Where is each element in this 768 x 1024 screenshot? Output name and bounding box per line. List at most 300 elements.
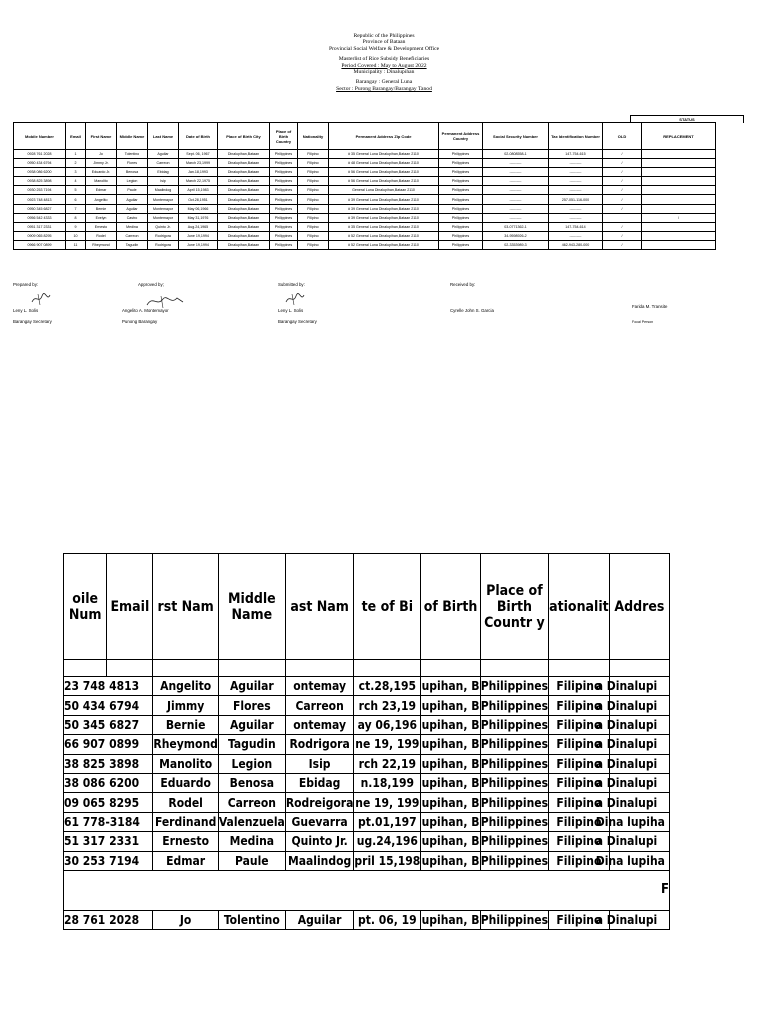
zoom-table-row: [64, 754, 670, 773]
table-cell: Filipino: [298, 177, 329, 186]
table-row: [14, 222, 716, 231]
approved-name: Angelito A. Montemayor: [122, 308, 169, 313]
table-cell: Philippines: [270, 159, 298, 168]
zoom-table-row: [64, 832, 670, 851]
table-cell: Tolentino: [117, 150, 148, 159]
table-cell: Edmar: [86, 186, 117, 195]
zoom-table-row: [64, 793, 670, 812]
zoom-table-cell: Filipino: [549, 735, 610, 754]
header-masterlist-title: Masterlist of Rice Subsidy Beneficiaries: [338, 56, 430, 63]
table-cell: Filipino: [298, 168, 329, 177]
received-name: Cyrelle John S. Garcia: [450, 308, 494, 313]
zoom-table-cell: upihan, B: [421, 677, 480, 696]
header-municipality: Municipality : Dinalupihan: [353, 69, 415, 76]
table-cell: 0938 086 6200: [14, 168, 66, 177]
header-province: Province of Bataan: [362, 39, 406, 46]
table-row: [14, 168, 716, 177]
zoom-table-cell: Rodel: [153, 793, 218, 812]
table-row: [14, 150, 716, 159]
zoom-column-header: ast Nam: [285, 554, 354, 660]
zoom-table-cell: a Dinalupi: [609, 773, 669, 792]
table-cell: [642, 150, 716, 159]
header-office: Provincial Social Welfare & Development Office: [328, 45, 440, 52]
zoom-column-header: te of Bi: [354, 554, 421, 660]
zoom-table-cell: Dina lupiha: [609, 812, 669, 831]
zoom-table-row: [64, 677, 670, 696]
header-sector: Sector : Purong Barangay/Barangay Tanod: [336, 85, 432, 92]
zoom-table-cell: 38 825 3898: [64, 754, 153, 773]
zoom-table-cell: Philippines: [480, 677, 548, 696]
zoom-table-cell: Philippines: [480, 696, 548, 715]
table-cell: Philippines: [439, 204, 483, 213]
table-cell: Aguilar: [117, 195, 148, 204]
zoom-table-cell: Isip: [285, 754, 354, 773]
table-cell: Rheymond: [86, 240, 117, 249]
table-cell: Sept. 06, 1967: [179, 150, 218, 159]
table-row: [14, 186, 716, 195]
zoom-table-cell: Jimmy: [153, 696, 218, 715]
zoom-table-cell: Dina lupiha: [609, 851, 669, 870]
table-cell: Dinalupihan,Bataan: [218, 213, 270, 222]
zoom-table-cell: a Dinalupi: [609, 832, 669, 851]
column-header: Date of Birth: [179, 123, 218, 150]
table-cell: April 15,1983: [179, 186, 218, 195]
zoom-table-cell: Aguilar: [218, 677, 285, 696]
table-cell: ----------: [483, 177, 549, 186]
zoom-table-cell: rch 23,19: [354, 696, 421, 715]
column-header: Permanent Address Zip Code: [329, 123, 439, 150]
table-cell: [642, 168, 716, 177]
table-row: [14, 240, 716, 249]
zoom-blank-row: [64, 870, 670, 910]
table-cell: Oct.28,1951: [179, 195, 218, 204]
zoom-table-cell: Aguilar: [218, 715, 285, 734]
table-row: [14, 204, 716, 213]
table-cell: Philippines: [270, 150, 298, 159]
table-cell: /: [603, 168, 642, 177]
table-cell: Rodel: [86, 231, 117, 240]
table-cell: 1: [66, 150, 86, 159]
zoom-column-header: Middle Name: [218, 554, 285, 660]
zoom-table-cell: Philippines: [480, 832, 548, 851]
table-cell: /: [603, 186, 642, 195]
column-header: OLD: [603, 123, 642, 150]
table-cell: Dinalupihan,Bataan: [218, 231, 270, 240]
zoom-table-cell: Filipino: [549, 754, 610, 773]
table-cell: 0950 345 6827: [14, 204, 66, 213]
column-header: Nationality: [298, 123, 329, 150]
table-cell: 10: [66, 231, 86, 240]
zoom-table-cell: 50 345 6827: [64, 715, 153, 734]
column-header: Email: [66, 123, 86, 150]
table-cell: /: [603, 159, 642, 168]
zoom-table-cell: Manolito: [153, 754, 218, 773]
zoom-table-cell: Filipino: [549, 677, 610, 696]
zoom-table-cell: 23 748 4813: [64, 677, 153, 696]
table-cell: Filipino: [298, 240, 329, 249]
zoom-table-cell: upihan, B: [421, 832, 480, 851]
zoom-table-row: [64, 812, 670, 831]
zoom-table-cell: a Dinalupi: [609, 696, 669, 715]
table-cell: Philippines: [439, 213, 483, 222]
zoom-table-cell: upihan, B: [421, 812, 480, 831]
table-cell: Philippines: [439, 195, 483, 204]
table-cell: Filipino: [298, 186, 329, 195]
column-header: REPLACEMENT: [642, 123, 716, 150]
zoom-table-cell: Tagudin: [218, 735, 285, 754]
table-cell: Legion: [117, 177, 148, 186]
table-cell: Dinalupihan,Bataan: [218, 222, 270, 231]
table-cell: [642, 240, 716, 249]
table-cell: 2: [66, 159, 86, 168]
zoom-table-cell: upihan, B: [421, 851, 480, 870]
table-cell: [603, 213, 642, 222]
table-cell: Maalindog: [148, 186, 179, 195]
approved-label: Approved by;: [138, 282, 164, 287]
table-cell: General Luna Dinalupihan,Bataan 2110: [329, 186, 439, 195]
table-cell: Castro: [117, 213, 148, 222]
table-cell: Quinto Jr.: [148, 222, 179, 231]
table-cell: ----------: [549, 159, 603, 168]
table-cell: 0956 542 4333: [14, 213, 66, 222]
table-cell: Dinalupihan,Bataan: [218, 240, 270, 249]
zoom-table-cell: Philippines: [480, 793, 548, 812]
table-cell: Philippines: [270, 186, 298, 195]
table-cell: 147-754-615: [549, 150, 603, 159]
zoom-table-cell: Filipino: [549, 696, 610, 715]
table-cell: /: [603, 177, 642, 186]
table-cell: Manolito: [86, 177, 117, 186]
focal-person-title: Focal Person: [632, 320, 654, 324]
table-cell: Aguilar: [148, 150, 179, 159]
table-cell: 3: [66, 168, 86, 177]
zoom-table-cell: ay 06,196: [354, 715, 421, 734]
document-header: [0, 33, 768, 92]
table-cell: /: [603, 222, 642, 231]
zoom-table-cell: 51 317 2331: [64, 832, 153, 851]
table-cell: Carreon: [148, 159, 179, 168]
table-cell: 0928 761 2028: [14, 150, 66, 159]
zoom-table-cell: a Dinalupi: [609, 715, 669, 734]
table-cell: Philippines: [270, 177, 298, 186]
table-cell: Jan.18,1993: [179, 168, 218, 177]
zoom-table-cell: upihan, B: [421, 735, 480, 754]
prepared-name: Leny L. Solis: [13, 308, 39, 313]
table-cell: ----------: [549, 168, 603, 177]
table-cell: # 39 General Luna Dinalupihan,Bataan 2110: [329, 204, 439, 213]
zoom-table-cell: a Dinalupi: [609, 735, 669, 754]
table-cell: Flores: [117, 159, 148, 168]
focal-person-name: Farida M. Transite: [632, 304, 668, 309]
table-cell: June 19,1994: [179, 240, 218, 249]
table-cell: 11: [66, 240, 86, 249]
column-header: Tax Identification Number: [549, 123, 603, 150]
table-cell: ----------: [483, 213, 549, 222]
table-cell: Rodrigora: [148, 231, 179, 240]
zoom-table-cell: Rheymond: [153, 735, 218, 754]
zoom-table-cell: Philippines: [480, 910, 548, 929]
zoom-table-cell: a Dinalupi: [609, 754, 669, 773]
table-cell: [642, 231, 716, 240]
table-cell: March 22,1975: [179, 177, 218, 186]
table-cell: /: [642, 213, 716, 222]
header-period: Period Covered : May to August 2022: [341, 62, 427, 69]
table-cell: Jimmy Jr.: [86, 159, 117, 168]
table-cell: 03-0771362-1: [483, 222, 549, 231]
table-cell: Eduardo Jr.: [86, 168, 117, 177]
column-header: Permanent Address Country: [439, 123, 483, 150]
table-row: [14, 195, 716, 204]
table-cell: Filipino: [298, 195, 329, 204]
prepared-label: Prepared by:: [13, 282, 39, 287]
zoomed-table-crop: [63, 553, 670, 963]
zoom-table-cell: ct.28,195: [354, 677, 421, 696]
table-cell: Philippines: [270, 222, 298, 231]
table-cell: 462-943-280-000: [549, 240, 603, 249]
header-barangay: Barangay : General Luna: [355, 79, 413, 86]
zoom-table-cell: Philippines: [480, 735, 548, 754]
zoom-table-cell: a Dinalupi: [609, 793, 669, 812]
zoom-table-cell: Tolentino: [218, 910, 285, 929]
table-cell: Filipino: [298, 159, 329, 168]
zoom-table-cell: ug.24,196: [354, 832, 421, 851]
zoom-table-cell: Philippines: [480, 773, 548, 792]
table-cell: 0950 434 6794: [14, 159, 66, 168]
table-cell: Dinalupihan,Bataan: [218, 168, 270, 177]
table-cell: Montemayor: [148, 195, 179, 204]
zoom-column-header: oile Num: [64, 554, 107, 660]
zoom-table-cell: 09 065 8295: [64, 793, 153, 812]
zoom-table-cell: Ferdinand: [153, 812, 218, 831]
table-cell: Philippines: [270, 240, 298, 249]
table-cell: 02-3353989-3: [483, 240, 549, 249]
column-header: Mobile Number: [14, 123, 66, 150]
zoom-table-cell: Maalindog: [285, 851, 354, 870]
zoom-table-cell: 28 761 2028: [64, 910, 153, 929]
table-cell: Paule: [117, 186, 148, 195]
table-cell: [642, 186, 716, 195]
table-cell: 02-0808558-1: [483, 150, 549, 159]
table-cell: /: [603, 240, 642, 249]
zoom-table-cell: 38 086 6200: [64, 773, 153, 792]
zoom-table-cell: Philippines: [480, 812, 548, 831]
zoom-table-cell: Carreon: [218, 793, 285, 812]
table-cell: Filipino: [298, 231, 329, 240]
column-header: Place of Birth City: [218, 123, 270, 150]
table-cell: May 31,1976: [179, 213, 218, 222]
status-header: STATUS: [630, 115, 744, 123]
zoom-table-cell: 66 907 0899: [64, 735, 153, 754]
zoom-table-cell: ontemay: [285, 677, 354, 696]
zoom-table-cell: upihan, B: [421, 754, 480, 773]
zoom-table-cell: Philippines: [480, 851, 548, 870]
zoom-table-cell: Filipino: [549, 773, 610, 792]
table-cell: Dinalupihan,Bataan: [218, 204, 270, 213]
table-cell: Filipino: [298, 150, 329, 159]
zoom-table-cell: upihan, B: [421, 773, 480, 792]
zoom-table-cell: Legion: [218, 754, 285, 773]
table-row: [14, 231, 716, 240]
zoom-table-cell: Filipino: [549, 832, 610, 851]
approved-title: Punong Barangay: [122, 319, 158, 324]
zoom-table-cell: upihan, B: [421, 910, 480, 929]
zoom-table-cell: Philippines: [480, 715, 548, 734]
zoom-column-header: Place of Birth Countr y: [480, 554, 548, 660]
submitted-label: Submitted by:: [278, 282, 305, 287]
table-cell: # 35 General Luna Dinalupihan,Bataan 2110: [329, 150, 439, 159]
zoom-column-header: ationalit: [549, 554, 610, 660]
table-cell: # 39 General Luna Dinalupihan,Bataan 2110: [329, 195, 439, 204]
zoom-table-cell: Flores: [218, 696, 285, 715]
table-cell: ----------: [549, 231, 603, 240]
table-cell: Montemayor: [148, 213, 179, 222]
table-cell: 0923 748 4813: [14, 195, 66, 204]
zoom-table-cell: Eduardo: [153, 773, 218, 792]
table-cell: 0951 317 2331: [14, 222, 66, 231]
table-cell: Jo: [86, 150, 117, 159]
table-cell: 0930 253 7194: [14, 186, 66, 195]
table-cell: Philippines: [270, 195, 298, 204]
zoom-table-cell: Angelito: [153, 677, 218, 696]
table-row: [14, 159, 716, 168]
table-cell: ----------: [549, 204, 603, 213]
zoom-table-cell: Filipino: [549, 812, 610, 831]
table-cell: Filipino: [298, 204, 329, 213]
table-cell: # 48 General Luna Dinalupihan,Bataan 2110: [329, 159, 439, 168]
column-header: Last Name: [148, 123, 179, 150]
table-cell: Philippines: [439, 186, 483, 195]
header-republic: Republic of the Philippines: [353, 33, 415, 39]
table-cell: Benosa: [117, 168, 148, 177]
table-cell: Philippines: [439, 231, 483, 240]
table-cell: Evelyn: [86, 213, 117, 222]
zoom-table-cell: Valenzuela: [218, 812, 285, 831]
table-cell: Ebidag: [148, 168, 179, 177]
table-cell: 9: [66, 222, 86, 231]
table-cell: /: [603, 195, 642, 204]
table-cell: # 56 General Luna Dinalupihan,Bataan 2110: [329, 168, 439, 177]
table-cell: Philippines: [439, 150, 483, 159]
zoom-table-cell: Benosa: [218, 773, 285, 792]
table-cell: Dinalupihan,Bataan: [218, 177, 270, 186]
zoom-table-cell: Filipino: [549, 851, 610, 870]
table-cell: ----------: [549, 177, 603, 186]
zoom-table-cell: Edmar: [153, 851, 218, 870]
table-cell: 257-051-116-000: [549, 195, 603, 204]
zoom-table-cell: Medina: [218, 832, 285, 851]
zoom-table-cell: Filipino: [549, 910, 610, 929]
table-cell: 6: [66, 195, 86, 204]
table-cell: [642, 195, 716, 204]
zoom-table-cell: pt.01,197: [354, 812, 421, 831]
table-cell: March 23,1999: [179, 159, 218, 168]
column-header: Social Security Number: [483, 123, 549, 150]
table-cell: ----------: [483, 186, 549, 195]
zoom-table-cell: 50 434 6794: [64, 696, 153, 715]
zoom-table-cell: ne 19, 199: [354, 735, 421, 754]
table-cell: Rodrigora: [148, 240, 179, 249]
zoom-table-row: [64, 735, 670, 754]
zoom-table-cell: 30 253 7194: [64, 851, 153, 870]
zoom-table-row: [64, 851, 670, 870]
zoom-table-cell: upihan, B: [421, 696, 480, 715]
table-cell: 4: [66, 177, 86, 186]
table-cell: 34-9598926-2: [483, 231, 549, 240]
zoom-table-cell: upihan, B: [421, 715, 480, 734]
table-cell: Isip: [148, 177, 179, 186]
zoom-table-cell: Philippines: [480, 754, 548, 773]
table-cell: 0909 065 8295: [14, 231, 66, 240]
table-cell: Philippines: [439, 168, 483, 177]
table-row: [14, 177, 716, 186]
column-header: Place of Birth Country: [270, 123, 298, 150]
table-cell: Filipino: [298, 222, 329, 231]
zoom-table-row: [64, 910, 670, 929]
zoom-table-cell: a Dinalupi: [609, 677, 669, 696]
zoom-table-cell: pt. 06, 19: [354, 910, 421, 929]
zoom-table-row: [64, 773, 670, 792]
zoom-table-cell: Ernesto: [153, 832, 218, 851]
zoom-table-cell: pril 15,198: [354, 851, 421, 870]
table-cell: June 19,1994: [179, 231, 218, 240]
submitted-name: Leny L. Solis: [278, 308, 304, 313]
zoom-column-header: of Birth: [421, 554, 480, 660]
table-cell: [642, 159, 716, 168]
table-cell: Ernesto: [86, 222, 117, 231]
table-cell: # 56 General Luna Dinalupihan,Bataan 2110: [329, 177, 439, 186]
table-cell: ----------: [483, 159, 549, 168]
table-cell: Philippines: [270, 231, 298, 240]
table-cell: Philippines: [439, 222, 483, 231]
table-cell: Dinalupihan,Bataan: [218, 159, 270, 168]
zoom-table-cell: Jo: [153, 910, 218, 929]
table-cell: Dinalupihan,Bataan: [218, 195, 270, 204]
beneficiaries-table: [13, 122, 716, 250]
zoom-table-cell: rch 22,19: [354, 754, 421, 773]
table-cell: 0938 825 3898: [14, 177, 66, 186]
column-header: First Name: [86, 123, 117, 150]
table-cell: Philippines: [439, 177, 483, 186]
table-cell: 147-754-614: [549, 222, 603, 231]
zoom-table-cell: Rodrigora: [285, 735, 354, 754]
zoom-table-cell: Ebidag: [285, 773, 354, 792]
table-cell: 5: [66, 186, 86, 195]
zoom-table-cell: ontemay: [285, 715, 354, 734]
table-cell: /: [603, 231, 642, 240]
table-cell: May 06,1966: [179, 204, 218, 213]
table-cell: Aug.24,1965: [179, 222, 218, 231]
column-header: Middle Name: [117, 123, 148, 150]
table-cell: 0966 907 0899: [14, 240, 66, 249]
submitted-title: Barangay Secretary: [278, 319, 317, 324]
zoom-column-header: Addres: [609, 554, 669, 660]
table-cell: ----------: [483, 168, 549, 177]
table-cell: # 52 General Luna Dinalupihan,Bataan 2110: [329, 231, 439, 240]
zoom-table-cell: Aguilar: [285, 910, 354, 929]
zoom-table-cell: upihan, B: [421, 793, 480, 812]
zoom-table-cell: Guevarra: [285, 812, 354, 831]
table-cell: Bernie: [86, 204, 117, 213]
zoom-spacer-row: [64, 660, 670, 677]
prepared-signature: [30, 292, 52, 306]
table-cell: 8: [66, 213, 86, 222]
table-cell: Angelito: [86, 195, 117, 204]
table-cell: Philippines: [270, 204, 298, 213]
zoom-table-cell: Filipino: [549, 715, 610, 734]
approved-signature: [145, 293, 185, 309]
received-label: Received by:: [450, 282, 476, 287]
table-cell: Philippines: [439, 240, 483, 249]
